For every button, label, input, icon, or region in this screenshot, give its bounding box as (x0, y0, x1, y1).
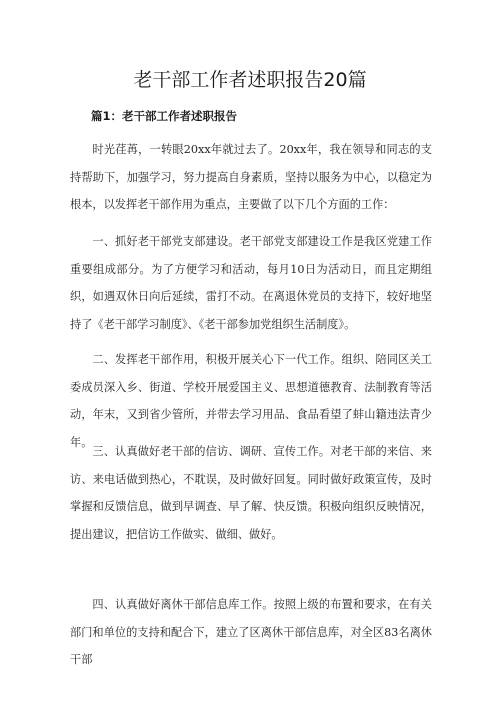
section-heading: 篇1：老干部工作者述职报告 (91, 109, 238, 123)
document-title: 老干部工作者述职报告20篇 (133, 69, 367, 91)
paragraph-intro: 时光荏苒，一转眼20xx年就过去了。20xx年，我在领导和同志的支持帮助下，加强学习，努力提高自身素质，坚持以服务为中心，以稳定为根本，以发挥老干部作用为重点，主要做了以下几个方面的工作： (70, 143, 432, 211)
paragraph-petitions: 三、认真做好老干部的信访、调研、宣传工作。对老干部的来信、来访、来电话做到热心，不耽误，及时做好回复。同时做好政策宣传，及时掌握和反馈信息，做到早调查、早了解、快反馈。积极向组织反映情况，提出建议，把信访工作做实、做细、做好。 (70, 445, 432, 541)
paragraph-info-database: 四、认真做好离休干部信息库工作。按照上级的布置和要求，在有关部门和单位的支持和配合下，建立了区离休干部信息库，对全区83名离休干部 (70, 598, 432, 666)
paragraph-next-generation: 二、发挥老干部作用，积极开展关心下一代工作。组织、陪同区关工委成员深入乡、街道、学校开展爱国主义、思想道德教育、法制教育等活动，年末，又到省少管所，并带去学习用品、食品看望了蚌山籍违法青少年。 (70, 353, 432, 449)
paragraph-party-branch: 一、抓好老干部党支部建设。老干部党支部建设工作是我区党建工作重要组成部分。为了方便学习和活动，每月10日为活动日，而且定期组织，如遇双休日向后延续，雷打不动。在离退休党员的支持下，较好地坚持了《老干部学习制度》、《老干部参加党组织生活制度》。 (70, 235, 432, 331)
